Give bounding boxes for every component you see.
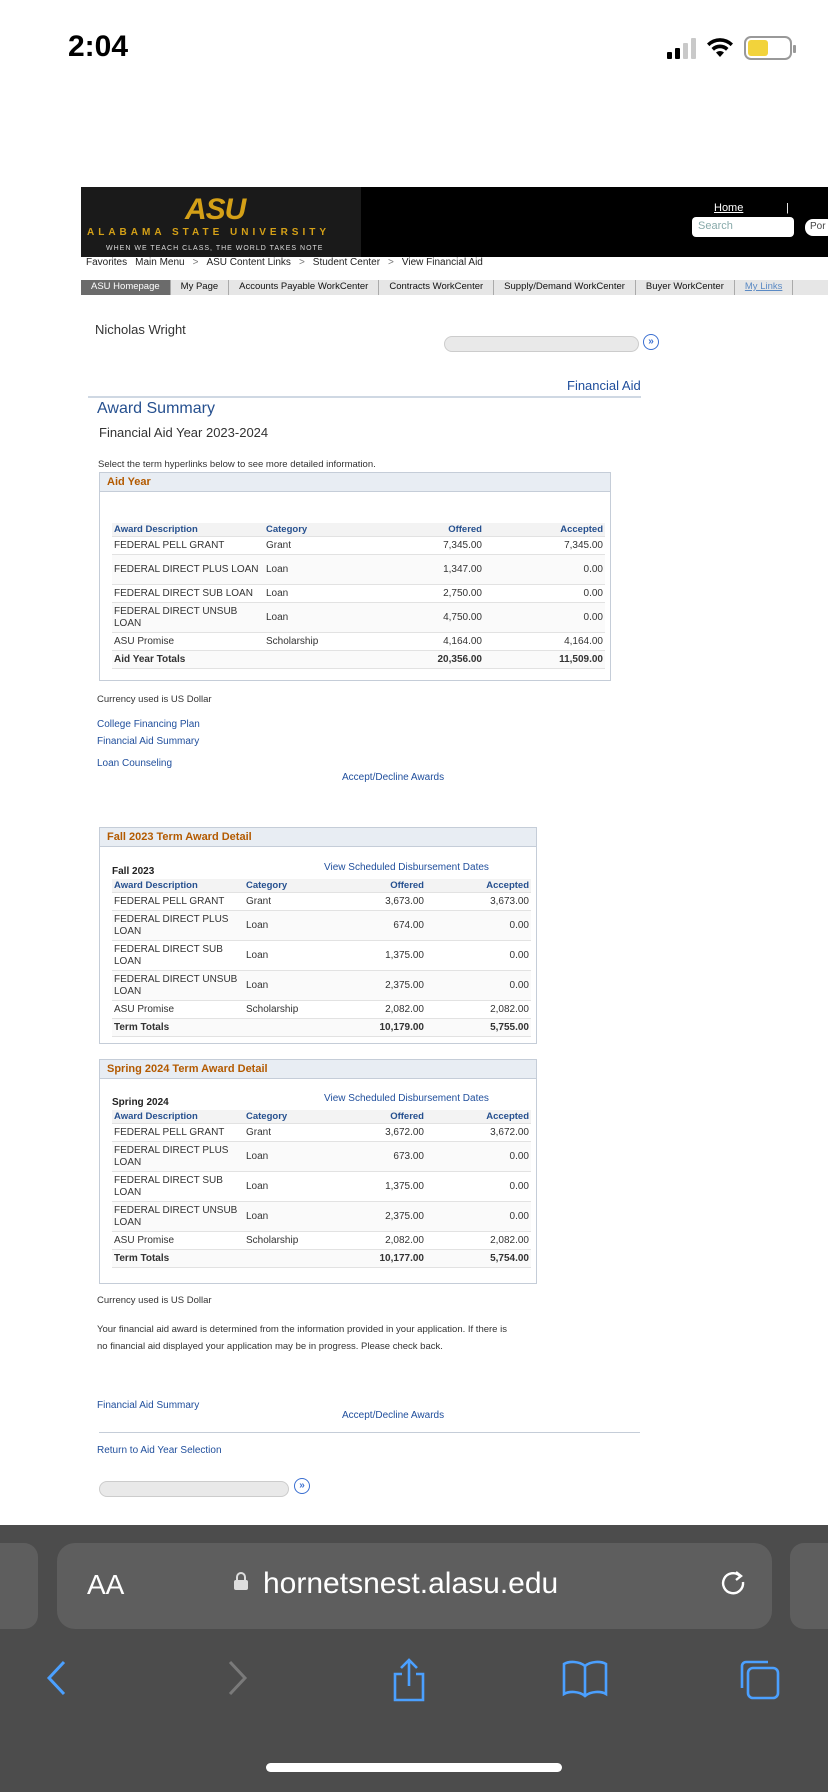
- col-category: Category: [244, 1110, 319, 1124]
- award-offered: 2,082.00: [319, 1001, 426, 1019]
- totals-offered: 20,356.00: [354, 651, 484, 669]
- go-icon[interactable]: »: [643, 334, 659, 350]
- accept-decline-link[interactable]: Accept/Decline Awards: [342, 772, 445, 783]
- status-icons: [667, 36, 792, 60]
- col-category: Category: [244, 879, 319, 893]
- col-offered: Offered: [354, 523, 484, 537]
- currency-note-2: Currency used is US Dollar: [97, 1295, 212, 1306]
- back-icon[interactable]: [44, 1658, 70, 1698]
- breadcrumb-favorites[interactable]: Favorites: [86, 257, 128, 268]
- award-description: FEDERAL DIRECT UNSUB LOAN: [112, 1202, 244, 1232]
- site-header: [81, 187, 828, 257]
- breadcrumb-content-links[interactable]: ASU Content Links: [206, 257, 291, 268]
- award-description: ASU Promise: [112, 633, 264, 651]
- home-link[interactable]: Home: [714, 202, 744, 214]
- header-divider: |: [786, 202, 789, 214]
- col-award-description: Award Description: [112, 523, 264, 537]
- award-description: FEDERAL DIRECT SUB LOAN: [112, 941, 244, 971]
- cellular-signal-icon: [667, 37, 696, 59]
- award-description: FEDERAL DIRECT PLUS LOAN: [112, 1142, 244, 1172]
- table-row: [112, 911, 531, 941]
- spring-term-label: Spring 2024: [112, 1097, 169, 1108]
- tab-my-page[interactable]: My Page: [171, 280, 230, 295]
- table-row: [112, 633, 605, 651]
- go-icon[interactable]: »: [294, 1478, 310, 1494]
- table-row: [112, 1001, 531, 1019]
- table-row: [112, 1232, 531, 1250]
- award-offered: 4,164.00: [354, 633, 484, 651]
- table-row: [112, 1124, 531, 1142]
- tab-contracts[interactable]: Contracts WorkCenter: [379, 280, 494, 295]
- award-description: FEDERAL PELL GRANT: [112, 1124, 244, 1142]
- award-accepted: 0.00: [426, 911, 531, 941]
- award-category: Grant: [244, 893, 319, 911]
- award-category: Loan: [264, 603, 354, 633]
- award-category: Scholarship: [244, 1232, 319, 1250]
- col-accepted: Accepted: [484, 523, 605, 537]
- aid-year-label: Financial Aid Year 2023-2024: [99, 425, 269, 440]
- fall-disbursement-link[interactable]: View Scheduled Disbursement Dates: [324, 862, 489, 873]
- award-category: Loan: [264, 585, 354, 603]
- totals-offered: 10,177.00: [319, 1250, 426, 1268]
- award-offered: 2,082.00: [319, 1232, 426, 1250]
- tab-my-links[interactable]: My Links: [735, 280, 793, 295]
- aid-year-header: Aid Year: [100, 473, 610, 492]
- totals-row: [112, 1250, 531, 1268]
- spring-term-table: [112, 1110, 531, 1268]
- award-accepted: 0.00: [426, 971, 531, 1001]
- award-accepted: 0.00: [484, 585, 605, 603]
- chevron-right-icon: >: [298, 257, 305, 268]
- award-category: Loan: [244, 911, 319, 941]
- chevron-right-icon: >: [192, 257, 199, 268]
- award-category: Grant: [244, 1124, 319, 1142]
- award-category: Loan: [244, 1172, 319, 1202]
- award-offered: 4,750.00: [354, 603, 484, 633]
- table-row: [112, 537, 605, 555]
- breadcrumb-student-center[interactable]: Student Center: [312, 257, 381, 268]
- award-description: FEDERAL DIRECT PLUS LOAN: [112, 555, 264, 585]
- spring-disbursement-link[interactable]: View Scheduled Disbursement Dates: [324, 1093, 489, 1104]
- award-category: Loan: [264, 555, 354, 585]
- award-offered: 7,345.00: [354, 537, 484, 555]
- award-description: FEDERAL DIRECT UNSUB LOAN: [112, 603, 264, 633]
- award-description: ASU Promise: [112, 1232, 244, 1250]
- award-accepted: 7,345.00: [484, 537, 605, 555]
- financial-aid-summary-link[interactable]: Financial Aid Summary: [97, 736, 200, 747]
- award-offered: 2,750.00: [354, 585, 484, 603]
- totals-row: [112, 651, 605, 669]
- search-input[interactable]: Search: [692, 217, 794, 237]
- totals-label: Term Totals: [112, 1019, 244, 1037]
- footer-financial-aid-summary-link[interactable]: Financial Aid Summary: [97, 1400, 200, 1411]
- financial-aid-link[interactable]: Financial Aid: [567, 378, 641, 393]
- award-accepted: 0.00: [426, 1172, 531, 1202]
- award-offered: 673.00: [319, 1142, 426, 1172]
- award-accepted: 3,672.00: [426, 1124, 531, 1142]
- col-offered: Offered: [319, 879, 426, 893]
- breadcrumb-main-menu[interactable]: Main Menu: [135, 257, 185, 268]
- home-indicator: [266, 1763, 562, 1772]
- tab-asu-homepage[interactable]: ASU Homepage: [81, 280, 171, 295]
- bottom-select-dropdown[interactable]: [99, 1481, 289, 1497]
- award-offered: 2,375.00: [319, 971, 426, 1001]
- award-offered: 3,672.00: [319, 1124, 426, 1142]
- table-row: [112, 1142, 531, 1172]
- page-select-dropdown[interactable]: [444, 336, 639, 352]
- col-award-description: Award Description: [112, 1110, 244, 1124]
- share-icon[interactable]: [389, 1658, 429, 1702]
- table-row: [112, 893, 531, 911]
- award-category: Scholarship: [244, 1001, 319, 1019]
- award-accepted: 0.00: [484, 603, 605, 633]
- tab-accounts-payable[interactable]: Accounts Payable WorkCenter: [229, 280, 379, 295]
- fall-term-header: Fall 2023 Term Award Detail: [100, 828, 536, 847]
- award-offered: 1,375.00: [319, 1172, 426, 1202]
- totals-accepted: 11,509.00: [484, 651, 605, 669]
- totals-category: [264, 651, 354, 669]
- award-category: Loan: [244, 1142, 319, 1172]
- table-row: [112, 1172, 531, 1202]
- page-title: Award Summary: [97, 400, 215, 417]
- award-category: Loan: [244, 1202, 319, 1232]
- award-category: Scholarship: [264, 633, 354, 651]
- award-description: FEDERAL PELL GRANT: [112, 893, 244, 911]
- totals-offered: 10,179.00: [319, 1019, 426, 1037]
- award-offered: 2,375.00: [319, 1202, 426, 1232]
- nav-tabs: [81, 280, 828, 295]
- award-accepted: 0.00: [484, 555, 605, 585]
- award-description: FEDERAL DIRECT UNSUB LOAN: [112, 971, 244, 1001]
- return-aid-year-link[interactable]: Return to Aid Year Selection: [97, 1445, 222, 1456]
- breadcrumb: [81, 257, 828, 271]
- lock-icon: [233, 1571, 249, 1591]
- fall-term-label: Fall 2023: [112, 866, 155, 877]
- col-accepted: Accepted: [426, 1110, 531, 1124]
- reload-icon[interactable]: [718, 1567, 748, 1597]
- award-accepted: 3,673.00: [426, 893, 531, 911]
- reader-options-button[interactable]: AA: [87, 1569, 125, 1600]
- aid-year-table: [112, 523, 605, 669]
- next-tab-edge[interactable]: [790, 1543, 828, 1629]
- disclaimer: Your financial aid award is determined from the information provided in your application. If there is no financial aid displayed your application may be in progress. Please check back.: [97, 1324, 507, 1352]
- award-description: ASU Promise: [112, 1001, 244, 1019]
- battery-icon: [744, 36, 792, 60]
- university-name: ALABAMA STATE UNIVERSITY: [87, 227, 331, 238]
- table-row: [112, 1202, 531, 1232]
- award-accepted: 0.00: [426, 941, 531, 971]
- prev-tab-edge[interactable]: [0, 1543, 38, 1629]
- totals-row: [112, 1019, 531, 1037]
- award-accepted: 2,082.00: [426, 1232, 531, 1250]
- col-category: Category: [264, 523, 354, 537]
- clock: 2:04: [68, 30, 129, 63]
- college-financing-plan-link[interactable]: College Financing Plan: [97, 719, 200, 730]
- award-offered: 1,375.00: [319, 941, 426, 971]
- currency-note: Currency used is US Dollar: [97, 694, 212, 705]
- totals-accepted: 5,754.00: [426, 1250, 531, 1268]
- url-text[interactable]: hornetsnest.alasu.edu: [263, 1567, 559, 1600]
- user-name: Nicholas Wright: [95, 322, 186, 337]
- award-category: Grant: [264, 537, 354, 555]
- address-bar[interactable]: [57, 1543, 772, 1629]
- loan-counseling-link[interactable]: Loan Counseling: [97, 758, 173, 769]
- table-row: [112, 585, 605, 603]
- fall-term-table: [112, 879, 531, 1037]
- spring-term-header: Spring 2024 Term Award Detail: [100, 1060, 536, 1079]
- table-row: [112, 603, 605, 633]
- col-accepted: Accepted: [426, 879, 531, 893]
- col-award-description: Award Description: [112, 879, 244, 893]
- status-bar: [0, 0, 828, 110]
- award-category: Loan: [244, 941, 319, 971]
- table-row: [112, 941, 531, 971]
- portal-button[interactable]: Por: [805, 219, 828, 236]
- tab-supply-demand[interactable]: Supply/Demand WorkCenter: [494, 280, 636, 295]
- tab-buyer[interactable]: Buyer WorkCenter: [636, 280, 735, 295]
- col-offered: Offered: [319, 1110, 426, 1124]
- award-offered: 1,347.00: [354, 555, 484, 585]
- bookmarks-icon[interactable]: [561, 1658, 609, 1698]
- award-accepted: 2,082.00: [426, 1001, 531, 1019]
- totals-accepted: 5,755.00: [426, 1019, 531, 1037]
- chevron-right-icon: >: [388, 257, 394, 268]
- table-row: [112, 971, 531, 1001]
- footer-divider: [99, 1432, 640, 1433]
- totals-label: Aid Year Totals: [112, 651, 264, 669]
- award-accepted: 4,164.00: [484, 633, 605, 651]
- tabs-icon[interactable]: [736, 1658, 782, 1702]
- award-accepted: 0.00: [426, 1202, 531, 1232]
- asu-logo[interactable]: ASU: [185, 193, 246, 226]
- tagline: WHEN WE TEACH CLASS, THE WORLD TAKES NOTE: [106, 245, 324, 252]
- award-offered: 3,673.00: [319, 893, 426, 911]
- totals-category: [244, 1250, 319, 1268]
- award-offered: 674.00: [319, 911, 426, 941]
- wifi-icon: [706, 37, 734, 59]
- forward-icon[interactable]: [224, 1658, 250, 1698]
- award-accepted: 0.00: [426, 1142, 531, 1172]
- divider: [88, 396, 641, 398]
- breadcrumb-view-financial-aid[interactable]: View Financial Aid: [401, 257, 483, 268]
- table-row: [112, 555, 605, 585]
- footer-accept-decline-link[interactable]: Accept/Decline Awards: [342, 1410, 445, 1421]
- instructions: Select the term hyperlinks below to see more detailed information.: [98, 459, 376, 470]
- award-description: FEDERAL DIRECT SUB LOAN: [112, 585, 264, 603]
- award-category: Loan: [244, 971, 319, 1001]
- award-description: FEDERAL DIRECT PLUS LOAN: [112, 911, 244, 941]
- award-description: FEDERAL PELL GRANT: [112, 537, 264, 555]
- totals-category: [244, 1019, 319, 1037]
- totals-label: Term Totals: [112, 1250, 244, 1268]
- award-description: FEDERAL DIRECT SUB LOAN: [112, 1172, 244, 1202]
